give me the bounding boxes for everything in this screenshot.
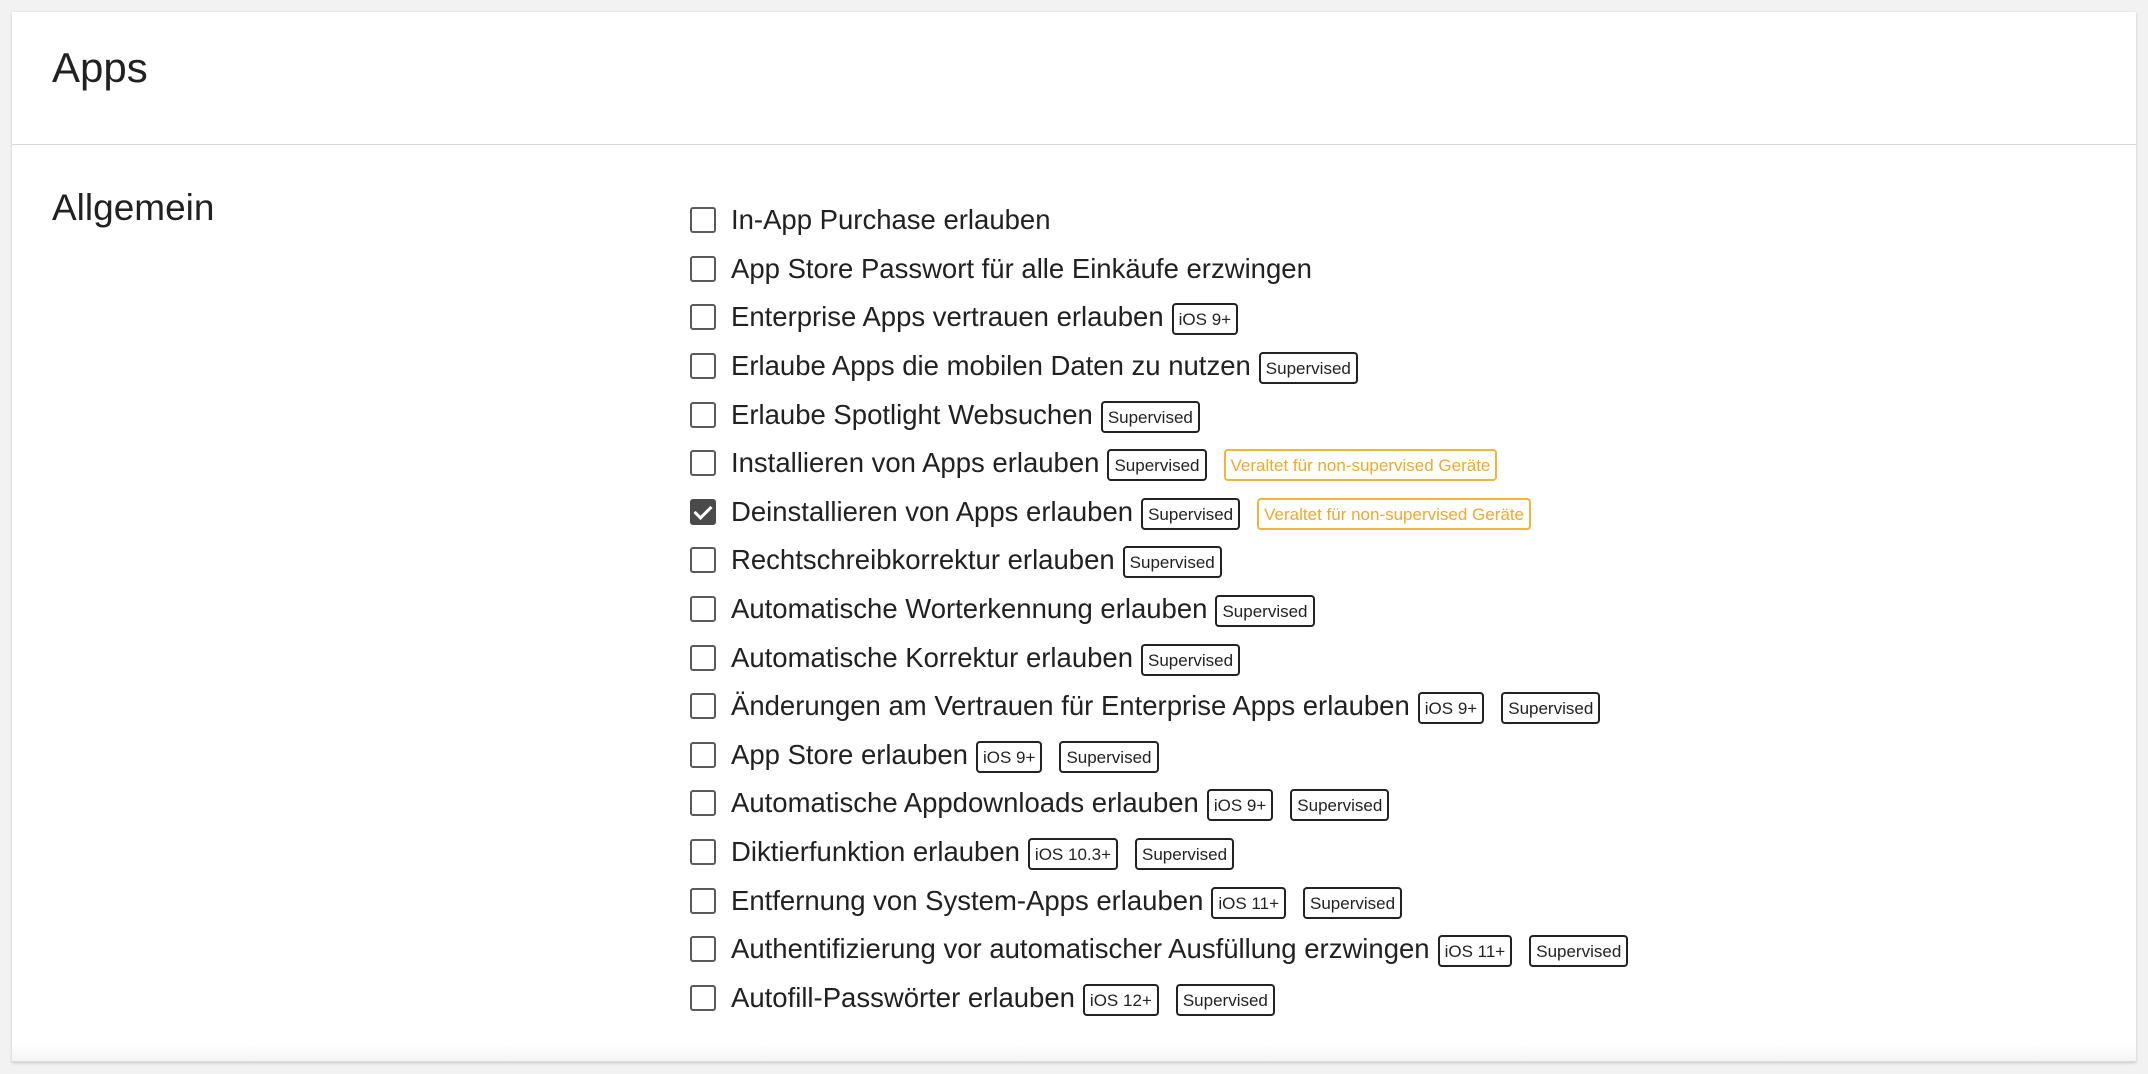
checkbox[interactable] bbox=[690, 596, 716, 622]
requirement-badge: Supervised bbox=[1259, 352, 1358, 384]
requirement-badge: iOS 9+ bbox=[1207, 789, 1273, 821]
section-title: Allgemein bbox=[52, 187, 215, 228]
checkbox[interactable] bbox=[690, 888, 716, 914]
requirement-badge: Supervised bbox=[1501, 692, 1600, 724]
checkbox[interactable] bbox=[690, 402, 716, 428]
requirement-badge: iOS 9+ bbox=[976, 741, 1042, 773]
option-row[interactable] bbox=[690, 828, 2090, 877]
requirement-badge: Supervised bbox=[1123, 546, 1222, 578]
option-row[interactable] bbox=[690, 390, 2090, 439]
requirement-badge: Supervised bbox=[1107, 449, 1206, 481]
card-bottom-divider bbox=[12, 1044, 2136, 1062]
checkbox[interactable] bbox=[690, 936, 716, 962]
requirement-badge: Supervised bbox=[1529, 935, 1628, 967]
option-label[interactable]: Automatische Appdownloads erlauben bbox=[731, 787, 1199, 819]
option-row[interactable] bbox=[690, 536, 2090, 585]
requirement-badge: Supervised bbox=[1135, 838, 1234, 870]
option-label[interactable]: Autofill-Passwörter erlauben bbox=[731, 981, 1075, 1013]
requirement-badge: iOS 9+ bbox=[1172, 303, 1238, 335]
requirement-badge: iOS 12+ bbox=[1083, 984, 1159, 1016]
checkbox[interactable] bbox=[690, 450, 716, 476]
requirement-badge: Supervised bbox=[1059, 741, 1158, 773]
checkbox-checked[interactable] bbox=[690, 499, 716, 525]
option-label[interactable]: Automatische Korrektur erlauben bbox=[731, 641, 1134, 673]
card-header bbox=[12, 12, 2136, 145]
options-list bbox=[690, 196, 2090, 1022]
checkbox[interactable] bbox=[690, 839, 716, 865]
option-row[interactable] bbox=[690, 779, 2090, 828]
option-row[interactable] bbox=[690, 245, 2090, 294]
page-title: Apps bbox=[52, 44, 148, 91]
deprecation-badge: Veraltet für non-supervised Geräte bbox=[1257, 498, 1531, 530]
checkbox[interactable] bbox=[690, 742, 716, 768]
option-row[interactable] bbox=[690, 731, 2090, 780]
option-row[interactable] bbox=[690, 925, 2090, 974]
checkbox[interactable] bbox=[690, 207, 716, 233]
option-label[interactable]: Enterprise Apps vertrauen erlauben bbox=[731, 301, 1164, 333]
option-row[interactable] bbox=[690, 974, 2090, 1023]
option-label[interactable]: Installieren von Apps erlauben bbox=[731, 447, 1100, 479]
option-row[interactable] bbox=[690, 196, 2090, 245]
option-row[interactable] bbox=[690, 876, 2090, 925]
requirement-badge: Supervised bbox=[1101, 401, 1200, 433]
option-label[interactable]: Deinstallieren von Apps erlauben bbox=[731, 495, 1134, 527]
section-general bbox=[12, 145, 2136, 1013]
requirement-badge: Supervised bbox=[1141, 644, 1240, 676]
requirement-badge: Supervised bbox=[1303, 887, 1402, 919]
checkbox[interactable] bbox=[690, 985, 716, 1011]
requirement-badge: Supervised bbox=[1176, 984, 1275, 1016]
option-row[interactable] bbox=[690, 682, 2090, 731]
option-label[interactable]: Diktierfunktion erlauben bbox=[731, 836, 1020, 868]
option-row[interactable] bbox=[690, 293, 2090, 342]
option-label[interactable]: Änderungen am Vertrauen für Enterprise Apps erlauben bbox=[731, 690, 1410, 722]
option-label[interactable]: App Store Passwort für alle Einkäufe erzwingen bbox=[731, 252, 1312, 284]
requirement-badge: iOS 10.3+ bbox=[1028, 838, 1118, 870]
option-label[interactable]: Entfernung von System-Apps erlauben bbox=[731, 884, 1204, 916]
option-row[interactable] bbox=[690, 488, 2090, 537]
checkbox[interactable] bbox=[690, 693, 716, 719]
option-label[interactable]: Automatische Worterkennung erlauben bbox=[731, 593, 1208, 625]
requirement-badge: Supervised bbox=[1290, 789, 1389, 821]
checkbox[interactable] bbox=[690, 353, 716, 379]
deprecation-badge: Veraltet für non-supervised Geräte bbox=[1224, 449, 1498, 481]
option-row[interactable] bbox=[690, 439, 2090, 488]
requirement-badge: iOS 9+ bbox=[1418, 692, 1484, 724]
requirement-badge: iOS 11+ bbox=[1211, 887, 1286, 919]
option-row[interactable] bbox=[690, 342, 2090, 391]
requirement-badge: iOS 11+ bbox=[1438, 935, 1513, 967]
option-label[interactable]: In-App Purchase erlauben bbox=[731, 204, 1051, 236]
requirement-badge: Supervised bbox=[1215, 595, 1314, 627]
checkbox[interactable] bbox=[690, 547, 716, 573]
option-label[interactable]: App Store erlauben bbox=[731, 738, 968, 770]
option-label[interactable]: Authentifizierung vor automatischer Ausfüllung erzwingen bbox=[731, 933, 1430, 965]
checkbox[interactable] bbox=[690, 645, 716, 671]
requirement-badge: Supervised bbox=[1141, 498, 1240, 530]
option-label[interactable]: Erlaube Apps die mobilen Daten zu nutzen bbox=[731, 350, 1251, 382]
checkbox[interactable] bbox=[690, 304, 716, 330]
checkbox[interactable] bbox=[690, 256, 716, 282]
checkbox[interactable] bbox=[690, 790, 716, 816]
option-row[interactable] bbox=[690, 585, 2090, 634]
option-row[interactable] bbox=[690, 633, 2090, 682]
settings-card bbox=[12, 12, 2136, 1062]
option-label[interactable]: Erlaube Spotlight Websuchen bbox=[731, 398, 1093, 430]
option-label[interactable]: Rechtschreibkorrektur erlauben bbox=[731, 544, 1115, 576]
